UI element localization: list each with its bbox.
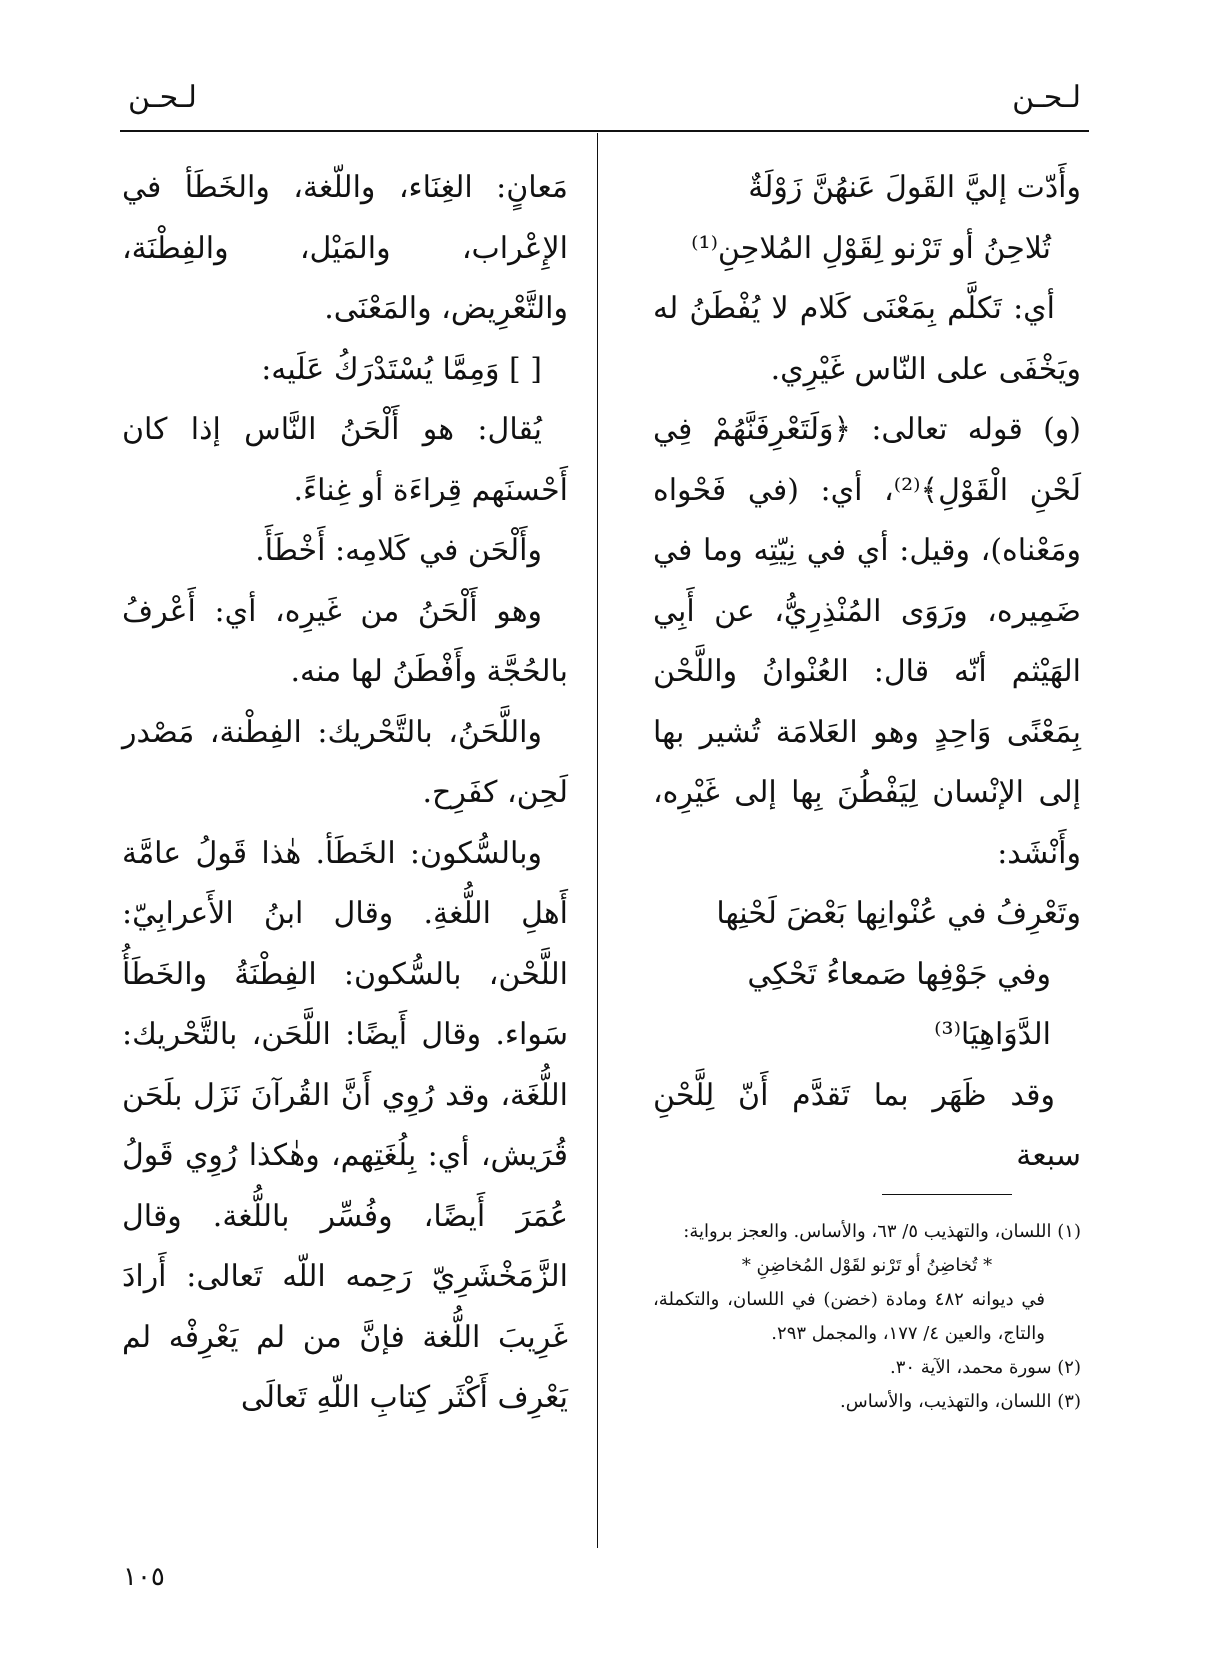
left-column: [122, 158, 568, 1429]
paragraph: وأَلْحَن في كَلامِه: أَخْطَأَ.: [255, 533, 542, 568]
paragraph: أي: تَكلَّم بِمَعْنَى كَلام لا يُفْطَنُ له ويَخْفَى على النّاس غَيْرِي.: [653, 291, 1081, 387]
paragraph: وبالسُّكون: الخَطَأ. هٰذا قَولُ عامَّة أَهلِ اللُّغةِ. وقال ابنُ الأَعرابِيّ: اللَّحْن، بالسُّكون: الفِطْنَةُ والخَطَأُ سَواء. وقال أَيضًا: اللَّحَن، بالتَّحْريك: اللُّغَة، وقد رُوِي أَنَّ القُرآنَ نَزَل بلَحَن قُرَيش، أي: بِلُغَتِهم، وهٰكذا رُوِي قَولُ عُمَرَ أَيضًا، وفُسِّر باللُّغة. وقال الزَّمَخْشَرِيّ رَحِمه اللّه تَعالى: أَرادَ غَرِيبَ اللُّغة فإنَّ من لم يَعْرِفْه لم يَعْرِف أَكْثَر كِتابِ اللّهِ تَعالَى: [122, 835, 568, 1415]
footnote-1: (١) اللسان، والتهذيب ٥/ ٦٣، والأساس. والعجز برواية:: [683, 1221, 1081, 1242]
footnote-1-verse: * تُخاضِنُ أو تَرْنو لقَوْل المُخاضِنِ *: [741, 1255, 993, 1276]
paragraph: (و) قوله تعالى: ﴿وَلَتَعْرِفَنَّهُمْ فِي لَحْنِ الْقَوْلِ﴾⁽²⁾، أي: (في فَحْواه ومَعْناه)، وقيل: أي في نِيّتِه وما في ضَمِيره، ورَوَى المُنْذِرِيُّ، عن أَبِي الهَيْثم أنّه قال: العُنْوانُ واللَّحْن بِمَعْنًى وَاحِدٍ وهو العَلامَة تُشير بها إلى الإنْسان لِيَفْطُنَ بِها إلى غَيْرِه، وأَنْشَد:: [653, 412, 1082, 871]
verse-line-4: وفي جَوْفِها صَمعاءُ تَحْكِي الدَّوَاهِيَا⁽³⁾: [747, 956, 1051, 1052]
footnote-2: (٢) سورة محمد، الآية ٣٠.: [889, 1357, 1081, 1378]
verse-line-1: وأَدّت إليَّ القَولَ عَنهُنَّ زَوْلَةٌ: [748, 170, 1081, 205]
paragraph: مَعانٍ: الغِنَاء، واللّغة، والخَطَأ في الإِعْراب، والمَيْل، والفِطْنَة، والتَّعْرِيض، والمَعْنَى.: [122, 170, 568, 326]
paragraph: يُقال: هو أَلْحَنُ النَّاس إذا كان أَحْسنَهم قِراءَة أو غِناءً.: [122, 412, 568, 508]
right-column: [653, 158, 1081, 1187]
header-rule: [120, 130, 1089, 132]
page-number: ١٠٥: [123, 1562, 165, 1592]
running-header-left: لـحـن: [128, 80, 197, 115]
running-header-right: لـحـن: [1012, 80, 1081, 115]
paragraph: وهو أَلْحَنُ من غَيرِه، أي: أَعْرفُ بالحُجَّة وأَفْطَنُ لها منه.: [122, 593, 568, 689]
footnote-1-continued: في ديوانه ٤٨٢ ومادة (خضن) في اللسان، والتكملة، والتاج، والعين ٤/ ١٧٧، والمجمل ٢٩٣.: [653, 1289, 1045, 1344]
footnotes: [653, 1215, 1081, 1419]
paragraph: واللَّحَنُ، بالتَّحْريك: الفِطْنة، مَصْدر لَحِن، كفَرِح.: [122, 714, 568, 810]
paragraph: وقد ظَهَر بما تَقدَّم أَنّ لِلَّحْنِ سبعة: [653, 1077, 1081, 1173]
footnote-rule: [882, 1194, 1012, 1195]
footnote-3: (٣) اللسان، والتهذيب، والأساس.: [840, 1391, 1081, 1412]
verse-line-2: تُلاحِنُ أو تَرْنو لِقَوْلِ المُلاحِنِ⁽¹⁾: [691, 230, 1051, 266]
paragraph: [ ] وَمِمَّا يُسْتَدْرَكُ عَلَيه:: [261, 351, 542, 387]
verse-line-3: وتَعْرِفُ في عُنْوانِها بَعْضَ لَحْنِها: [716, 896, 1081, 931]
column-divider: [597, 133, 598, 1548]
